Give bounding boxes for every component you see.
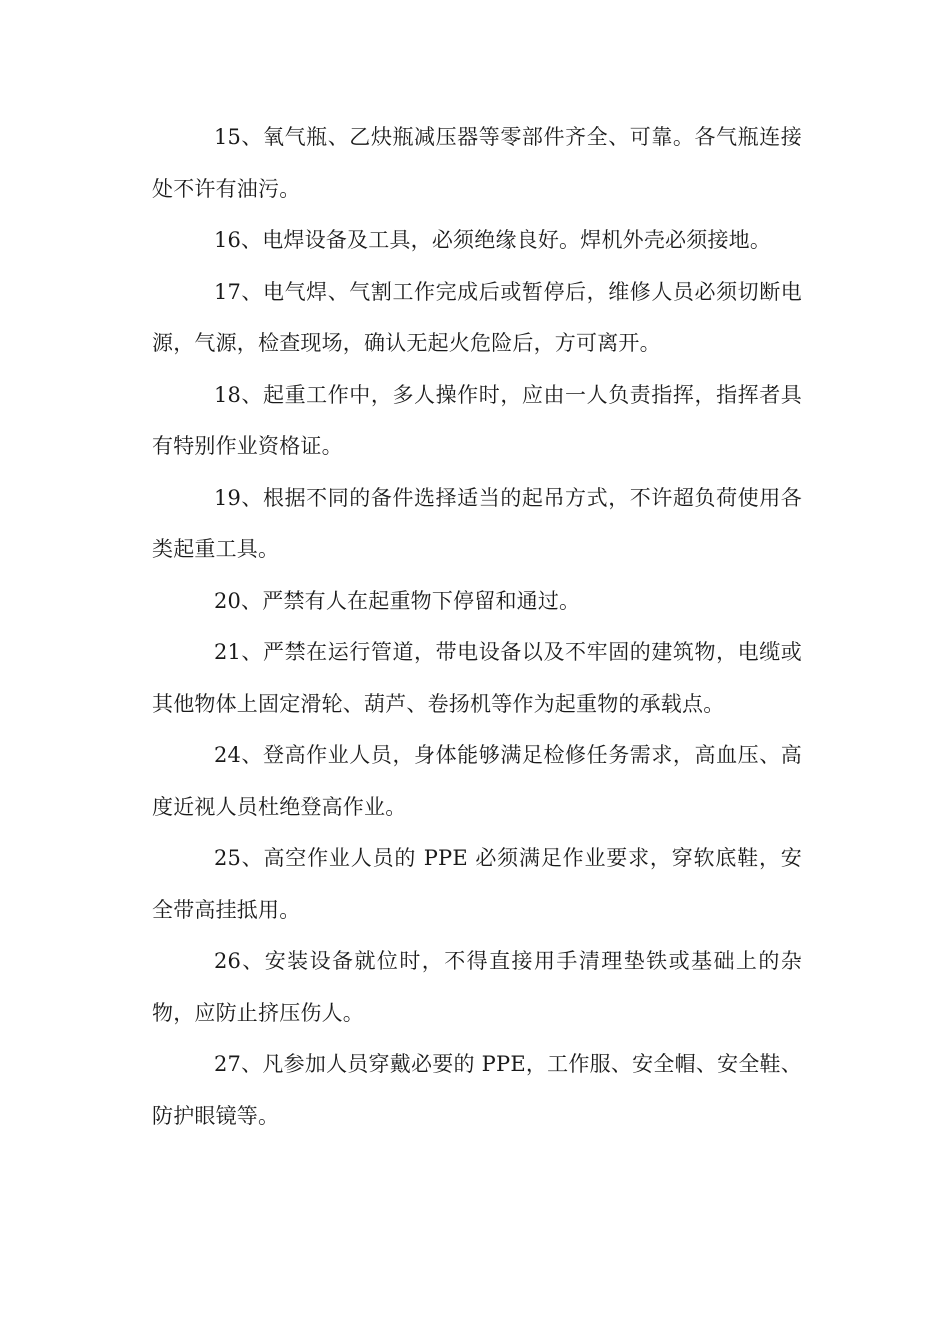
paragraph-item-20: 20、严禁有人在起重物下停留和通过。 — [213, 588, 581, 613]
paragraph-item-24: 24、登高作业人员，身体能够满足检修任务需求，高血压、高度近视人员杜绝登高作业。 — [152, 743, 802, 819]
paragraph-item-15: 15、氧气瓶、乙炔瓶减压器等零部件齐全、可靠。各气瓶连接处不许有油污。 — [152, 125, 802, 201]
paragraph-item-19: 19、根据不同的备件选择适当的起吊方式，不许超负荷使用各类起重工具。 — [152, 485, 802, 561]
paragraph-item-26: 26、安装设备就位时，不得直接用手清理垫铁或基础上的杂物，应防止挤压伤人。 — [152, 949, 802, 1025]
document-body — [152, 112, 802, 1142]
paragraph-item-17: 17、电气焊、气割工作完成后或暂停后，维修人员必须切断电源，气源，检查现场，确认无起火危险后，方可离开。 — [152, 279, 802, 355]
paragraph-item-16: 16、电焊设备及工具，必须绝缘良好。焊机外壳必须接地。 — [213, 228, 772, 252]
paragraph-item-21: 21、严禁在运行管道，带电设备以及不牢固的建筑物，电缆或其他物体上固定滑轮、葫芦、卷扬机等作为起重物的承载点。 — [152, 640, 802, 716]
paragraph-item-27: 27、凡参加人员穿戴必要的 PPE，工作服、安全帽、安全鞋、防护眼镜等。 — [152, 1052, 802, 1128]
paragraph-item-18: 18、起重工作中，多人操作时，应由一人负责指挥，指挥者具有特别作业资格证。 — [152, 382, 802, 458]
paragraph-item-25: 25、高空作业人员的 PPE 必须满足作业要求，穿软底鞋，安全带高挂抵用。 — [152, 846, 802, 922]
